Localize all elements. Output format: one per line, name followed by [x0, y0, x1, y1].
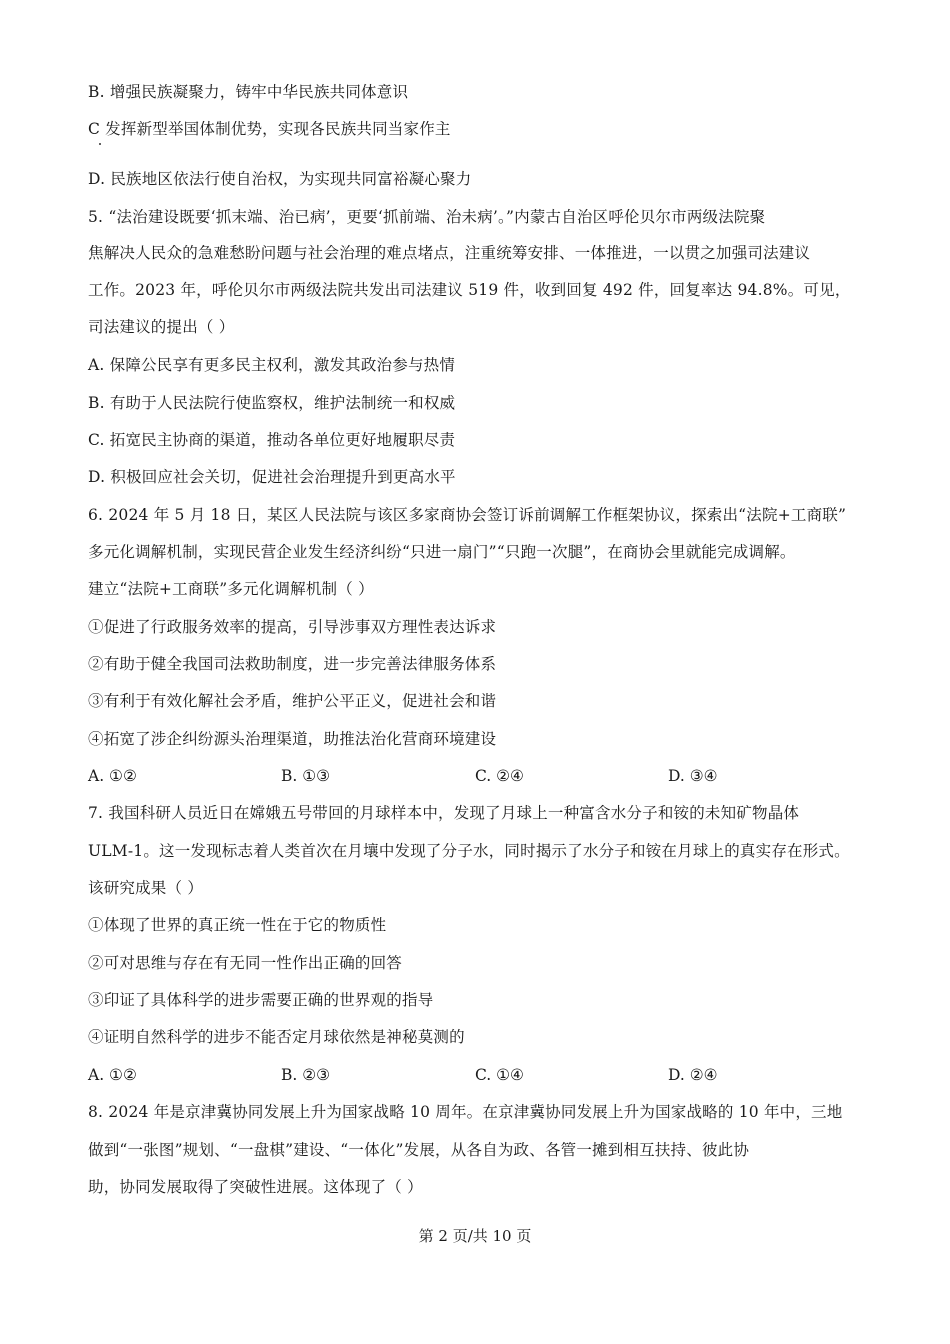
page-footer: 第 2 页/共 10 页: [418, 1227, 532, 1245]
q5-stem-line-2: 焦解决人民众的急难愁盼问题与社会治理的难点堵点，注重统筹安排、一体推进，一以贯之加强司法建议: [88, 244, 811, 262]
q7-item-1: ①体现了世界的真正统一性在于它的物质性: [88, 916, 387, 934]
q7-item-4: ④证明自然科学的进步不能否定月球依然是神秘莫测的: [88, 1028, 465, 1046]
q6-choice-b: B. ①③: [281, 767, 331, 785]
q7-choice-d: D. ②④: [668, 1066, 718, 1084]
q7-stem-line-1: 7. 我国科研人员近日在嫦娥五号带回的月球样本中，发现了月球上一种富含水分子和铵的未知矿物晶体: [88, 804, 800, 822]
q7-choice-b: B. ②③: [281, 1066, 331, 1084]
q4-option-d: D. 民族地区依法行使自治权，为实现共同富裕凝心聚力: [88, 170, 472, 188]
q5-stem-line-4: 司法建议的提出（ ）: [88, 318, 235, 336]
q7-choice-c: C. ①④: [475, 1066, 524, 1084]
q6-stem-line-1: 6. 2024 年 5 月 18 日，某区人民法院与该区多家商协会签订诉前调解工作框架协议，探索出“法院+工商联”: [88, 506, 847, 524]
q4-option-c: C 发挥新型举国体制优势，实现各民族共同当家作主: [88, 120, 451, 138]
q6-stem-line-2: 多元化调解机制，实现民营企业发生经济纠纷“只进一扇门”“只跑一次腿”，在商协会里就能完成调解。: [88, 543, 796, 561]
q7-item-3: ③印证了具体科学的进步需要正确的世界观的指导: [88, 991, 434, 1009]
q7-item-2: ②可对思维与存在有无同一性作出正确的回答: [88, 954, 403, 972]
q6-stem-line-3: 建立“法院+工商联”多元化调解机制（ ）: [88, 580, 374, 598]
q5-stem-line-1: 5. “法治建设既要‘抓末端、治已病’，更要‘抓前端、治未病’。”内蒙古自治区呼伦贝尔市两级法院聚: [88, 208, 766, 226]
q7-stem-line-3: 该研究成果（ ）: [88, 879, 204, 897]
q8-stem-line-3: 助，协同发展取得了突破性进展。这体现了（ ）: [88, 1178, 423, 1196]
q6-item-1: ①促进了行政服务效率的提高，引导涉事双方理性表达诉求: [88, 618, 497, 636]
q6-item-2: ②有助于健全我国司法救助制度，进一步完善法律服务体系: [88, 655, 497, 673]
q6-choice-d: D. ③④: [668, 767, 718, 785]
q6-choice-a: A. ①②: [88, 767, 137, 785]
q5-option-a: A. 保障公民享有更多民主权利，激发其政治参与热情: [88, 356, 456, 374]
q7-stem-line-2: ULM-1。这一发现标志着人类首次在月壤中发现了分子水，同时揭示了水分子和铵在月球上的真实存在形式。: [88, 842, 850, 860]
q5-option-d: D. 积极回应社会关切，促进社会治理提升到更高水平: [88, 468, 456, 486]
q5-option-b: B. 有助于人民法院行使监察权，维护法制统一和权威: [88, 394, 456, 412]
q8-stem-line-2: 做到“一张图”规划、“一盘棋”建设、“一体化”发展，从各自为政、各管一摊到相互扶持、彼此协: [88, 1141, 750, 1159]
q8-stem-line-1: 8. 2024 年是京津冀协同发展上升为国家战略 10 周年。在京津冀协同发展上升为国家战略的 10 年中，三地: [88, 1103, 843, 1121]
q5-option-c: C. 拓宽民主协商的渠道，推动各单位更好地履职尽责: [88, 431, 456, 449]
q6-item-4: ④拓宽了涉企纠纷源头治理渠道，助推法治化营商环境建设: [88, 730, 497, 748]
q6-choice-c: C. ②④: [475, 767, 524, 785]
stray-dot-mark: [99, 143, 101, 145]
q4-option-b: B. 增强民族凝聚力，铸牢中华民族共同体意识: [88, 83, 409, 101]
q6-item-3: ③有利于有效化解社会矛盾，维护公平正义，促进社会和谐: [88, 692, 497, 710]
q5-stem-line-3: 工作。2023 年，呼伦贝尔市两级法院共发出司法建议 519 件，收到回复 492 件，回复率达 94.8%。可见，: [88, 281, 851, 299]
q7-choice-a: A. ①②: [88, 1066, 137, 1084]
